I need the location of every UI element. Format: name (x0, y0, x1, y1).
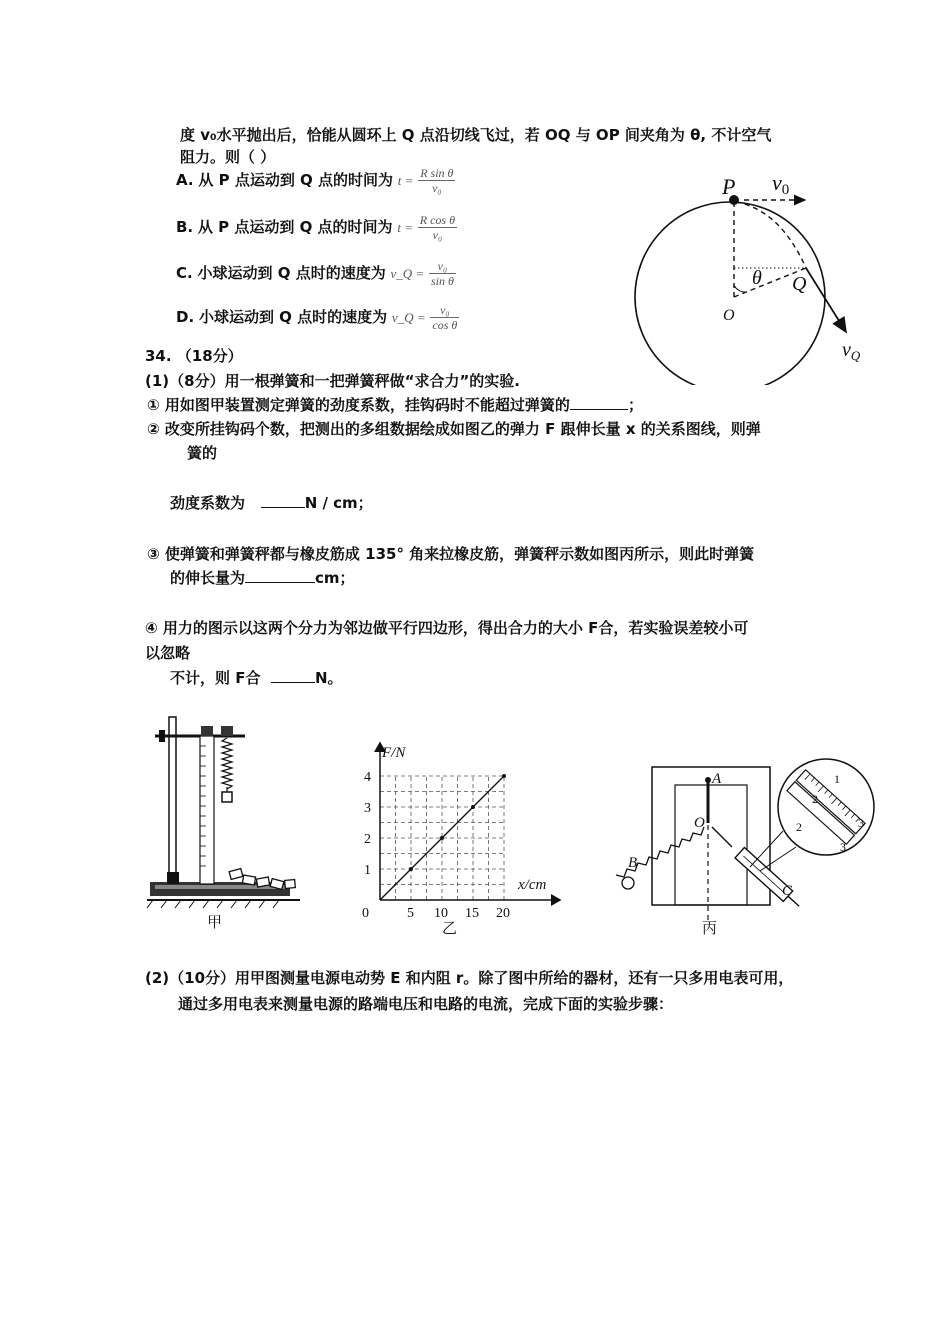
q34-step4-line1: ④ 用力的图示以这两个分力为邻边做平行四边形，得出合力的大小 F合，若实验误差较小可 (145, 619, 749, 637)
data-point (502, 774, 506, 778)
label-v0: v0 (772, 170, 790, 198)
data-point (471, 805, 475, 809)
y-tick-label: 3 (364, 801, 371, 816)
step3-blank[interactable] (245, 568, 315, 583)
step4-blank[interactable] (271, 668, 315, 683)
option-text: 从 P 点运动到 Q 点的时间为 (198, 171, 394, 189)
x-tick-label: 5 (407, 906, 414, 921)
q34-heading: 34. （18分） (145, 347, 243, 365)
q34-step2-line3: 劲度系数为 N / cm； (170, 494, 373, 512)
label-p: P (722, 174, 736, 199)
figure-bing-apparatus (600, 755, 880, 940)
theta-arc (734, 285, 745, 292)
x-tick-label: 10 (434, 906, 448, 921)
option-a[interactable] (176, 166, 455, 195)
y-tick-label: 1 (364, 863, 371, 878)
x-axis-label: x/cm (518, 877, 547, 893)
option-letter: A. (176, 171, 194, 189)
option-fraction: $\frac{\text{v₀}}{\text{cos θ}}$ (432, 303, 458, 332)
hook-weight (222, 792, 232, 802)
q34-step4-line2: 以忽略 (145, 644, 191, 662)
data-point (409, 867, 413, 871)
label-b: B (628, 855, 638, 871)
label-c: C (782, 883, 793, 899)
label-theta: θ (752, 267, 762, 289)
x-tick-label: 20 (496, 906, 510, 921)
q34-part1: (1)（8分）用一根弹簧和一把弹簧秤做“求合力”的实验. (145, 372, 521, 390)
figure-bing-label: 丙 (702, 921, 718, 937)
figure-yi-chart (350, 735, 570, 935)
question-intro-line1: 度 v₀水平抛出后，恰能从圆环上 Q 点沿切线飞过，若 OQ 与 OP 间夹角为 θ, 不计空气 (180, 126, 772, 144)
option-lhs: v_Q = (390, 266, 425, 281)
label-vq: $v_Q$ (842, 339, 861, 363)
scale-mark-1: 1 (834, 772, 840, 786)
ruler (200, 736, 214, 884)
q34-step4-line3: 不计，则 F合 N。 (170, 669, 343, 687)
scale-mark-4: 2 (796, 820, 802, 834)
option-fraction: $\frac{\text{R sin θ}}{\text{v₀}}$ (420, 166, 454, 195)
q34-step3-line2: 的伸长量为 cm； (170, 569, 355, 587)
q34-step2-line1: ② 改变所挂钩码个数，把测出的多组数据绘成如图乙的弹力 F 跟伸长量 x 的关系图线，则弹 (147, 420, 761, 438)
option-text: 从 P 点运动到 Q 点的时间为 (197, 218, 393, 236)
q34-part2-line1: (2)（10分）用甲图测量电源电动势 E 和内阻 r。除了图中所给的器材，还有一只多用电表可用， (145, 969, 794, 987)
figure-yi-label: 乙 (442, 921, 458, 935)
option-fraction: $\frac{\text{R cos θ}}{\text{v₀}}$ (419, 213, 455, 242)
label-o: O (723, 307, 735, 324)
label-q: Q (792, 273, 807, 295)
q34-step1: ① 用如图甲装置测定弹簧的劲度系数，挂钩码时不能超过弹簧的 ； (147, 396, 643, 414)
option-text: 小球运动到 Q 点时的速度为 (198, 308, 388, 326)
scale-mark-5: 3 (840, 840, 846, 854)
label-o-bing: O (694, 815, 705, 831)
vq-arrow (806, 268, 846, 332)
q34-part2-line2: 通过多用电表来测量电源的路端电压和电路的电流，完成下面的实验步骤： (178, 995, 674, 1013)
option-letter: C. (176, 264, 193, 282)
scale-mark-2: 2 (812, 792, 818, 806)
option-b[interactable] (176, 213, 457, 242)
data-point (440, 836, 444, 840)
y-tick-label: 2 (364, 832, 371, 847)
y-tick-label: 4 (364, 770, 371, 785)
spring-coil (222, 738, 232, 789)
circle-figure (620, 160, 870, 385)
option-c[interactable] (176, 259, 456, 288)
outer-board (652, 767, 770, 905)
x-tick-label: 15 (465, 906, 479, 921)
origin-label: 0 (362, 906, 369, 921)
option-lhs: t = (397, 173, 414, 188)
stand-pole (169, 717, 176, 882)
option-letter: D. (176, 308, 195, 326)
option-lhs: v_Q = (391, 310, 426, 325)
q34-step2-line2: 簧的 (187, 444, 218, 462)
option-lhs: t = (397, 220, 413, 235)
question-intro-line2: 阻力。则（ ） (180, 148, 276, 166)
option-fraction: $\frac{\text{v₀}}{\text{sin θ}}$ (430, 259, 454, 288)
scale-mark-3: 3 (858, 816, 864, 830)
y-axis-label: F/N (382, 745, 406, 761)
option-letter: B. (176, 218, 194, 236)
option-text: 小球运动到 Q 点时的速度为 (197, 264, 386, 282)
label-a: A (712, 771, 722, 787)
option-d[interactable] (176, 303, 459, 332)
step2-blank[interactable] (261, 493, 305, 508)
q34-step3-line1: ③ 使弹簧和弹簧秤都与橡皮筋成 135° 角来拉橡皮筋，弹簧秤示数如图丙所示，则此时弹簧 (147, 545, 755, 563)
step1-blank[interactable] (570, 395, 628, 410)
figure-jia-label: 甲 (207, 915, 223, 931)
inner-board (675, 785, 747, 905)
figure-jia-apparatus (145, 712, 305, 932)
